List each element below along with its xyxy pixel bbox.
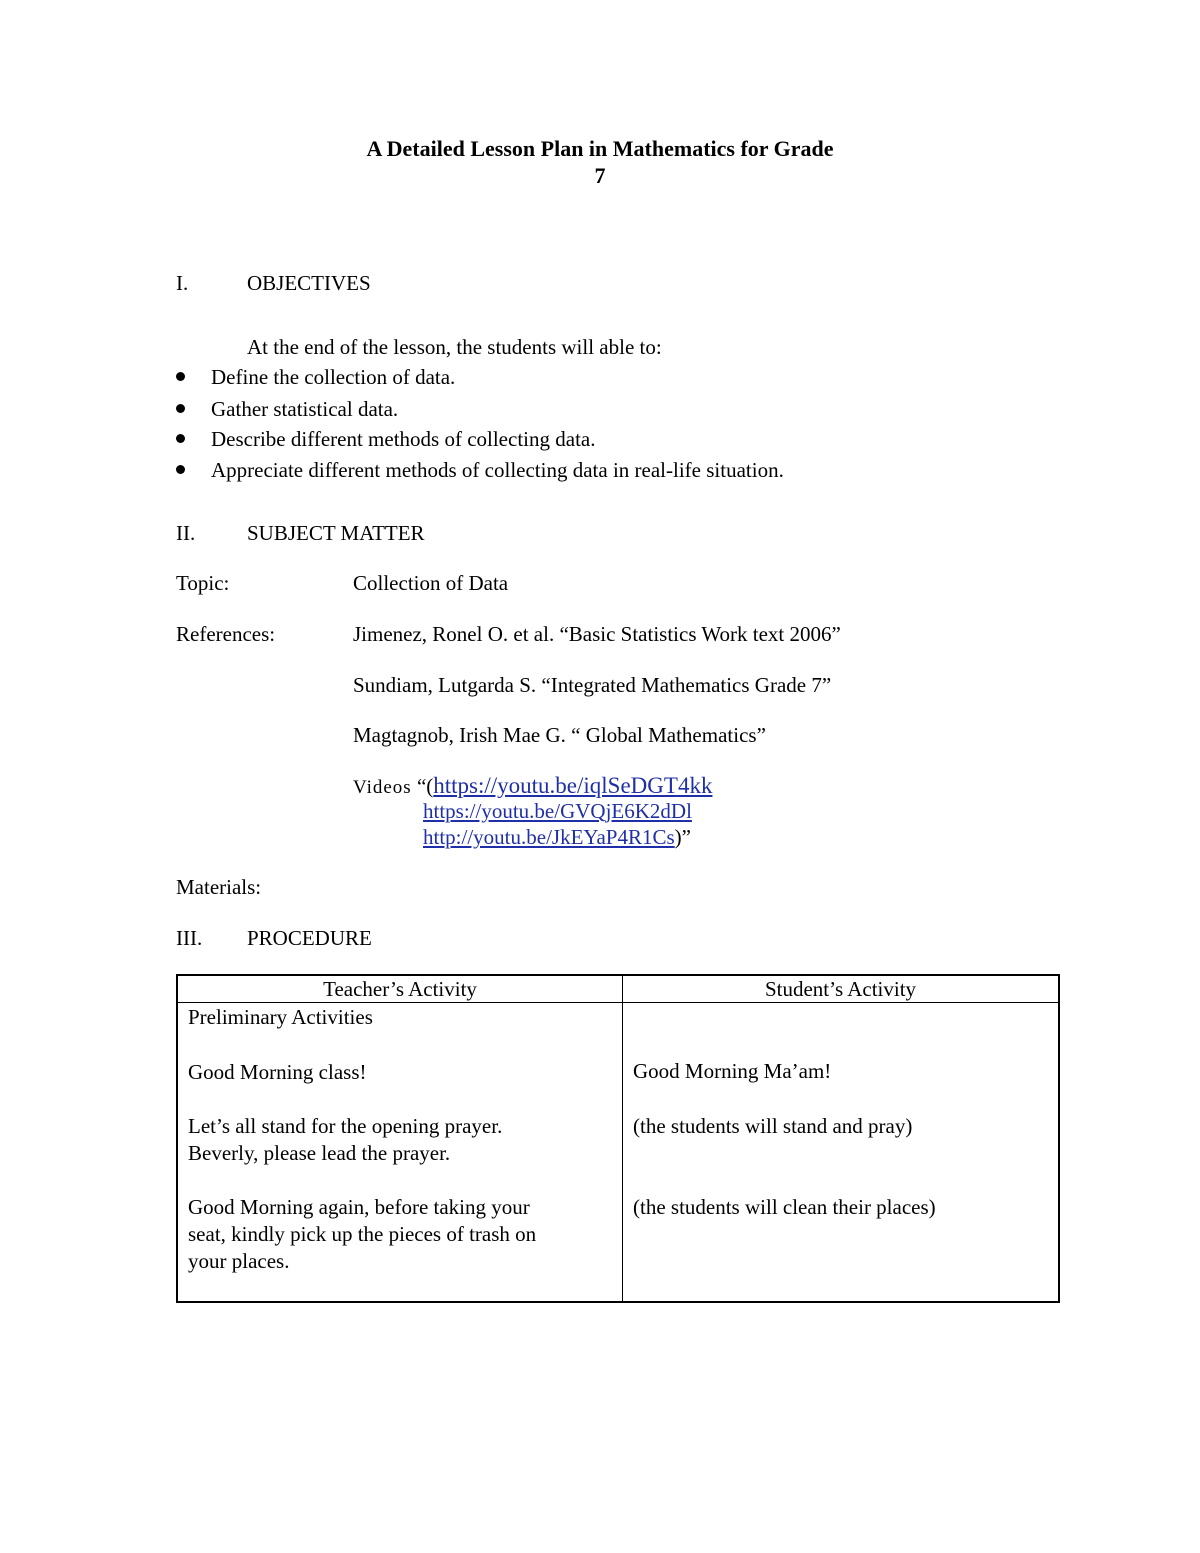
bullet-icon [176,465,185,474]
section-numeral-procedure: III. [176,926,203,950]
student-activity-header: Student’s Activity [623,975,1060,1003]
video-link[interactable]: https://youtu.be/iqlSeDGT4kk [433,773,713,798]
student-activity-cell [623,1003,1060,1303]
videos-close-quote: )” [674,825,691,849]
section-heading-procedure: PROCEDURE [247,926,372,950]
teacher-activity-header: Teacher’s Activity [177,975,623,1003]
procedure-table [176,974,1060,1303]
video-link[interactable]: https://youtu.be/GVQjE6K2dDl [423,799,692,823]
section-heading-subject-matter: SUBJECT MATTER [247,521,425,545]
topic-label: Topic: [176,571,230,595]
document-title-grade: 7 [594,163,606,188]
video-link-line [423,826,691,849]
objective-item: Appreciate different methods of collecting data in real-life situation. [211,458,784,482]
student-greeting: Good Morning Ma’am! [633,1059,832,1083]
section-heading-objectives: OBJECTIVES [247,271,371,295]
videos-open-quote: “( [416,774,434,798]
videos-label: Videos [353,777,412,798]
bullet-icon [176,404,185,413]
table-header-row [177,975,1059,1003]
videos-line [353,773,712,799]
bullet-icon [176,434,185,443]
topic-value: Collection of Data [353,571,509,595]
reference-item: Sundiam, Lutgarda S. “Integrated Mathematics Grade 7” [353,673,832,697]
teacher-prayer-line: Beverly, please lead the prayer. [188,1141,451,1165]
reference-item: Jimenez, Ronel O. et al. “Basic Statistics Work text 2006” [353,622,841,646]
student-trash: (the students will clean their places) [633,1195,936,1219]
teacher-preliminary: Preliminary Activities [188,1005,373,1029]
section-numeral-objectives: I. [176,271,189,295]
teacher-prayer-line: Let’s all stand for the opening prayer. [188,1114,503,1138]
objectives-intro: At the end of the lesson, the students will able to: [247,335,662,359]
video-link-line [423,800,692,823]
teacher-greeting: Good Morning class! [188,1060,367,1084]
table-row [177,1003,1059,1303]
student-prayer: (the students will stand and pray) [633,1114,913,1138]
video-link[interactable]: http://youtu.be/JkEYaP4R1Cs [423,825,675,849]
references-label: References: [176,622,276,646]
objective-item: Gather statistical data. [211,397,399,421]
materials-label: Materials: [176,875,262,899]
teacher-trash-line: your places. [188,1249,290,1273]
document-title: A Detailed Lesson Plan in Mathematics for Grade [366,136,834,161]
section-numeral-subject-matter: II. [176,521,196,545]
objective-item: Describe different methods of collecting data. [211,427,596,451]
teacher-trash-line: Good Morning again, before taking your [188,1195,530,1219]
bullet-icon [176,372,185,381]
teacher-activity-cell [177,1003,623,1303]
teacher-trash-line: seat, kindly pick up the pieces of trash on [188,1222,537,1246]
reference-item: Magtagnob, Irish Mae G. “ Global Mathematics” [353,723,766,747]
objective-item: Define the collection of data. [211,365,456,389]
